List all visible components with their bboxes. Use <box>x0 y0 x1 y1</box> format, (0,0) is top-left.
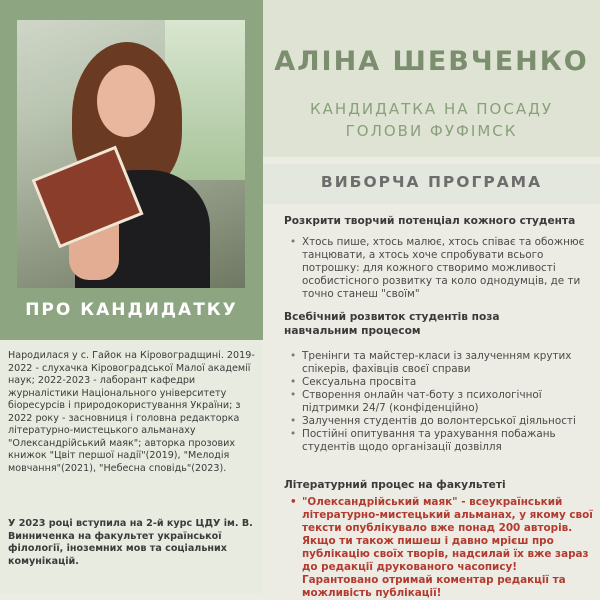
program-title: ВИБОРЧА ПРОГРАМА <box>320 173 543 191</box>
list-item: • "Олександрійський маяк" - всеукраїнський літературно-мистецький альманах, у якому свої тексти опублікувало вже понад 200 авторів. Якщо ти також пишеш і давно мрієш про публікацію своїх творів, надсилай їх вже зараз до редакції друкованого часопису! Гарантовано отримай коментар редакції та можливість публікації! <box>290 496 595 600</box>
list-item: • Хтось пише, хтось малює, хтось співає та обожнює танцювати, а хтось хоче спробувати всього потрошку: для кожного створимо можливості особистісного розвитку та коло однодумців, де ти точно станеш "своїм" <box>290 236 595 301</box>
section-heading: Літературний процес на факультеті <box>284 479 506 491</box>
candidate-subtitle <box>263 98 600 142</box>
candidate-name: АЛІНА ШЕВЧЕНКО <box>274 46 589 77</box>
bio-text: Народилася у с. Гайок на Кіровоградщині. 2019-2022 - слухачка Кіровоградської Малої академії наук; 2022-2023 - лаборант кафедри журналістики Національного університету біоресурсів і природокористування України; з 2022 року - засновниця і головна редакторка літературно-мистецького альманаху "Олександрійський маяк"; авторка прозових книжок "Цвіт першої надії"(2019), "Мелодія мовчання"(2021), "Небесна сповідь"(2023). <box>8 350 255 474</box>
photo-face <box>97 65 155 137</box>
bio-education: У 2023 році вступила на 2-й курс ЦДУ ім. В. Винниченка на факультет української філології, іноземних мов та соціальних комунікацій. <box>8 518 253 567</box>
list-item: • Тренінги та майстер-класи із залученням крутих спікерів, фахівців своєї справи <box>290 350 595 376</box>
subtitle-line2: ГОЛОВИ ФУФІМСК <box>345 122 518 140</box>
subtitle-line1: КАНДИДАТКА НА ПОСАДУ <box>310 100 553 118</box>
section-list <box>290 496 595 600</box>
list-item: • Залучення студентів до волонтерської діяльності <box>290 415 595 428</box>
section-list <box>290 236 595 301</box>
list-item: • Постійні опитування та урахування побажань студентів щодо організації дозвілля <box>290 428 595 454</box>
candidate-photo <box>17 20 245 288</box>
list-item: • Створення онлайн чат-боту з психологічної підтримки 24/7 (конфіденційно) <box>290 389 595 415</box>
list-item: • Сексуальна просвіта <box>290 376 595 389</box>
section-list <box>290 350 595 454</box>
section-heading: Всебічний розвиток студентів поза навчальним процесом <box>284 311 500 337</box>
section-heading: Розкрити творчий потенціал кожного студента <box>284 215 576 227</box>
about-title: ПРО КАНДИДАТКУ <box>25 300 238 320</box>
